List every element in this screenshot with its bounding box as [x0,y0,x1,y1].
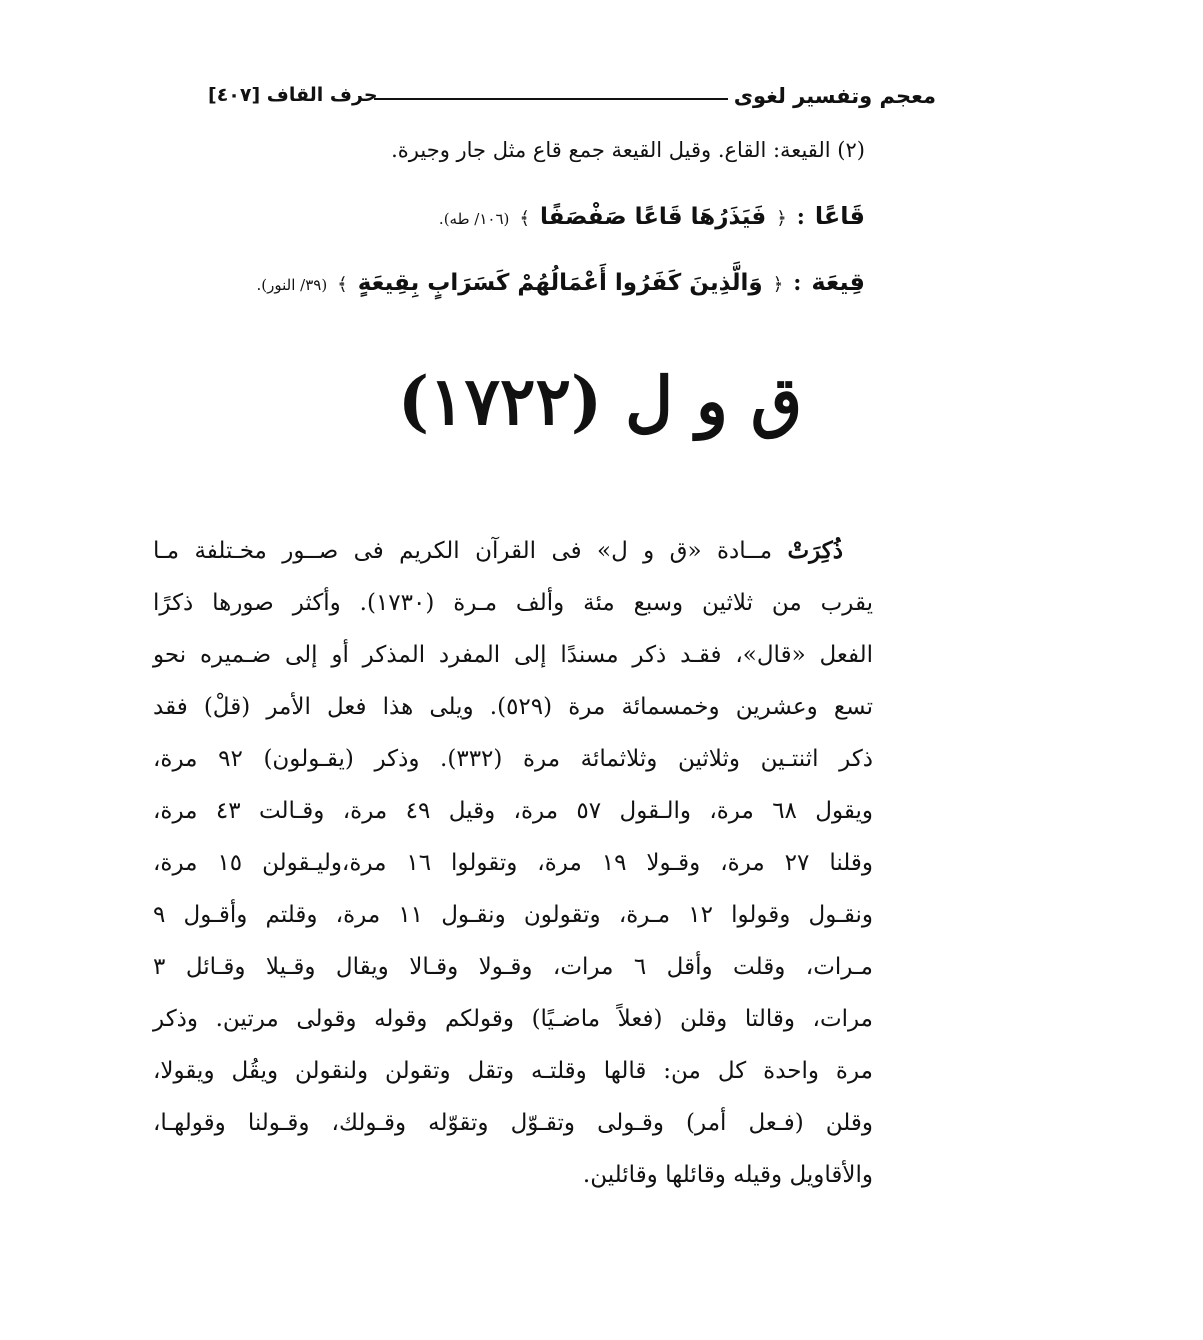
verse-close-bracket: ﴾ [337,274,348,295]
body-line: ويقول ٦٨ مرة، والـقول ٥٧ مرة، وقيل ٤٩ مرة، وقـالت ٤٣ مرة، [153,798,874,824]
entry-qaa [439,202,865,230]
verse-open-bracket: ﴿ [776,208,787,229]
entry-colon: : [793,270,802,296]
root-heading: ق و ل (١٧٢٢) [397,362,803,440]
entry-colon: : [796,204,805,230]
body-line [153,525,873,577]
body-line: والأقاويل وقيله وقائلها وقائلين. [582,1162,873,1188]
section-label: حرف القاف [٤٠٧] [208,84,378,106]
verse-reference: (٣٩/ النور). [256,276,328,294]
body-line: مرة واحدة كل من: قالها وقلتـه وتقل وتقولن ولنقولن ويقُل ويقولا، [153,1058,873,1084]
entry-qia [256,268,865,296]
running-header [208,84,936,118]
book-title: معجم وتفسير لغوى [733,84,936,108]
body-paragraph [153,525,873,1201]
body-line-text: مــادة «ق و ل» فى القرآن الكريم فى صــور مخـتلفة مـا [153,538,773,564]
body-line: ذكر اثنتـين وثلاثين وثلاثمائة مرة (٣٣٢). وذكر (يقـولون) ٩٢ مرة، [153,746,874,772]
entry-word: قِيعَة [811,268,865,296]
verse-text: فَيَذَرُهَا قَاعًا صَفْصَفًا [539,204,767,230]
verse-reference: (١٠٦/ طه). [438,210,510,228]
body-line: مـرات، وقلت وأقل ٦ مرات، وقـولا وقـالا ويقال وقـيلا وقـائل ٣ [153,954,874,980]
body-line: ونقـول وقولوا ١٢ مـرة، وتقولون ونقـول ١١ مرة، وقلتم وأقـول ٩ [153,902,874,928]
body-line: مرات، وقالتا وقلن (فعلاً ماضـيًا) وقولكم وقوله وقولى مرتين. وذكر [153,1006,873,1032]
header-rule [374,98,728,100]
body-line: وقلن (فـعل أمر) وقـولى وتقـوّل وتقوّله وقـولك، وقـولنا وقولهـا، [153,1110,873,1136]
verse-close-bracket: ﴾ [519,208,530,229]
body-line: تسع وعشرين وخمسمائة مرة (٥٢٩). ويلى هذا فعل الأمر (قلْ) فقد [153,694,873,720]
body-line: يقرب من ثلاثين وسبع مئة وألف مـرة (١٧٣٠). وأكثر صورها ذكرًا [153,590,873,616]
verse-text: وَالَّذِينَ كَفَرُوا أَعْمَالُهُمْ كَسَرَابٍ بِقِيعَةٍ [357,270,763,296]
body-line: وقلنا ٢٧ مرة، وقـولا ١٩ مرة، وتقولوا ١٦ مرة،وليـقولن ١٥ مرة، [153,850,873,876]
footnote-line: (٢) القيعة: القاع. وقيل القيعة جمع قاع مثل جار وجيرة. [391,138,865,162]
body-lead-word: ذُكِرَتْ [787,537,843,564]
verse-open-bracket: ﴿ [772,274,784,295]
entry-word: قَاعًا [814,202,865,230]
body-line: الفعل «قال»، فقـد ذكر مسندًا إلى المفرد المذكر أو إلى ضـميره نحو [153,642,873,668]
